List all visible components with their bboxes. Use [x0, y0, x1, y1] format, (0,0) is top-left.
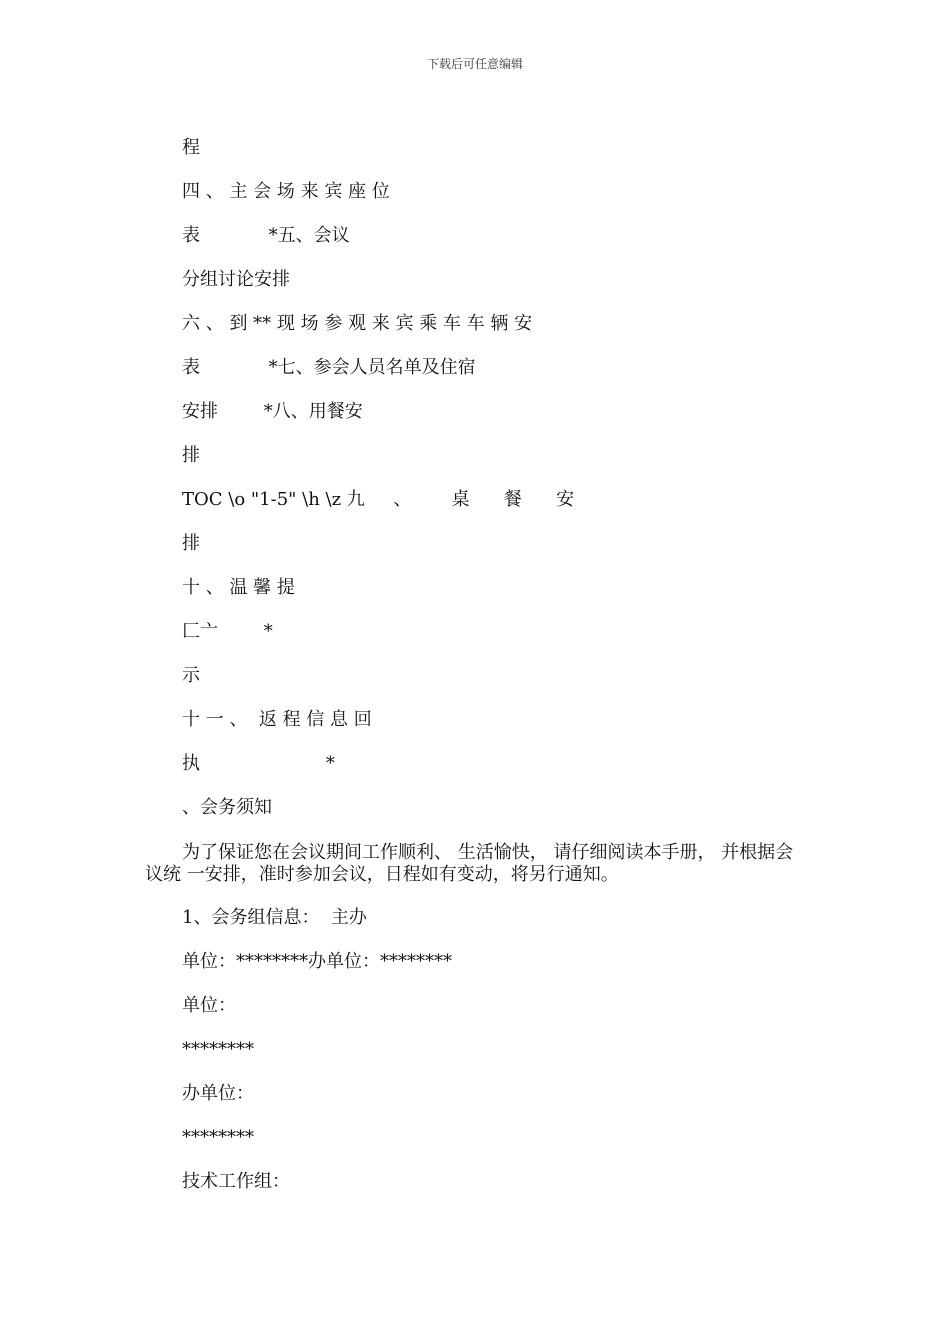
toc-line: 匚亠 *	[182, 621, 273, 642]
toc-line: 十 一 、 返 程 信 息 回	[182, 709, 372, 730]
toc-line: 安排 *八、用餐安	[182, 401, 363, 422]
detail-line: 1、会务组信息： 主办	[182, 907, 367, 928]
intro-paragraph: 为了保证您在会议期间工作顺利、 生活愉快， 请仔细阅读本手册， 并根据会议统 一安排，准时参加会议，日程如有变动，将另行通知。	[145, 842, 794, 885]
toc-line: 程	[182, 137, 200, 158]
detail-line: 办单位：	[182, 1083, 254, 1104]
toc-line: 示	[182, 665, 200, 686]
toc-line: 排	[182, 533, 200, 554]
toc-line: 四 、 主 会 场 来 宾 座 位	[182, 181, 390, 202]
page-header: 下载后可任意编辑	[426, 57, 523, 71]
toc-line: 六 、 到 ** 现 场 参 观 来 宾 乘 车 车 辆 安	[182, 313, 533, 334]
toc-line: 分组讨论安排	[182, 269, 290, 290]
toc-line: 十 、 温 馨 提	[182, 577, 295, 598]
toc-line: 表 *七、参会人员名单及住宿	[182, 357, 476, 378]
toc-line: 执 *	[182, 753, 335, 774]
toc-line: 排	[182, 445, 200, 466]
detail-line: 技术工作组：	[182, 1171, 290, 1192]
detail-line: ********	[182, 1127, 254, 1148]
detail-line: 单位：	[182, 995, 236, 1016]
toc-line: 表 *五、会议	[182, 225, 350, 246]
toc-field-line: TOC \o "1-5" \h \z 九 、 桌 餐 安	[182, 489, 575, 510]
detail-line: 单位：********办单位：********	[182, 951, 452, 972]
detail-line: ********	[182, 1039, 254, 1060]
section-heading: 、会务须知	[182, 797, 272, 818]
